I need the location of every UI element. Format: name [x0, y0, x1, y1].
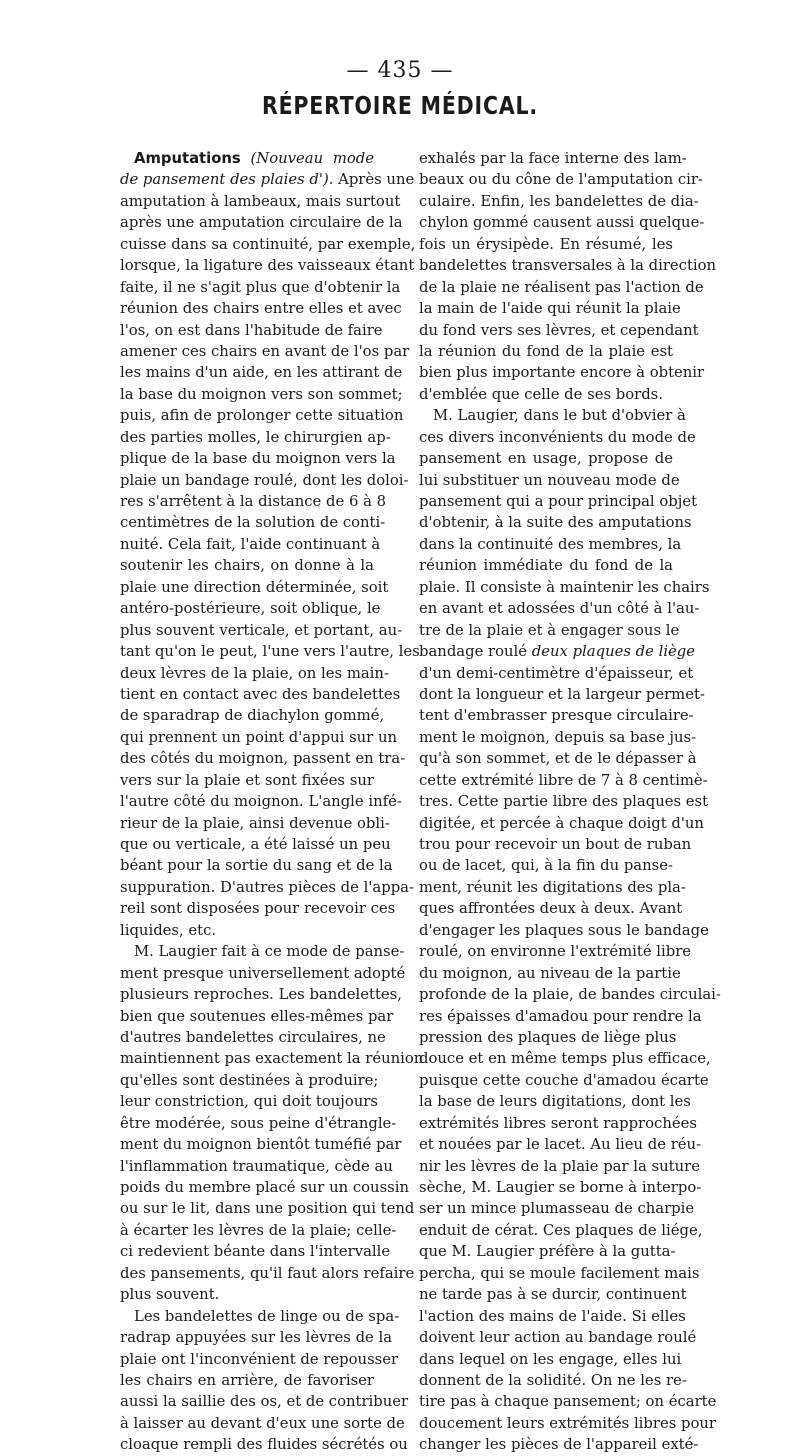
text-line: res s'arrêtent à la distance de 6 à 8	[120, 493, 387, 510]
text-line: plaie ont l'inconvénient de repousser	[120, 1350, 399, 1368]
text-line: tant qu'on le peut, l'une vers l'autre, les	[120, 643, 420, 661]
text-line: à laisser au devant d'eux une sorte de	[120, 1414, 405, 1432]
text-line: poids du membre placé sur un coussin	[120, 1179, 410, 1196]
running-head: RÉPERTOIRE MÉDICAL.	[261, 91, 539, 120]
text-line: deux lèvres de la plaie, on les main-	[120, 664, 389, 682]
text-line: que M. Laugier préfère à la gutta-	[419, 1243, 676, 1261]
text-line: les chairs en arrière, de favoriser	[120, 1371, 374, 1389]
text-line: l'action des mains de l'aide. Si elles	[419, 1307, 686, 1325]
text-line: profonde de la plaie, de bandes circulai-	[419, 986, 721, 1004]
italic-line-pre: bandage roulé	[419, 643, 532, 661]
text-line: Les bandelettes de linge ou de spa-	[134, 1307, 400, 1325]
text-line: du moignon, au niveau de la partie	[419, 964, 681, 982]
text-line: ces divers inconvénients du mode de	[419, 428, 696, 446]
text-line: de sparadrap de diachylon gommé,	[120, 707, 385, 725]
text-line: ment presque universellement adopté	[120, 964, 406, 982]
text-line: changer les pièces de l'appareil exté-	[419, 1436, 699, 1454]
text-line: dans lequel on les engage, elles lui	[419, 1350, 682, 1368]
text-line: ment du moignon bientôt tuméfié par	[120, 1136, 402, 1154]
text-line: ser un mince plumasseau de charpie	[419, 1200, 695, 1218]
lead-title: (Nouveau mode	[250, 150, 374, 167]
text-line: tres. Cette partie libre des plaques est	[419, 793, 709, 811]
text-line: percha, qui se moule facilement mais	[419, 1264, 700, 1282]
text-line: tre de la plaie et à engager sous le	[419, 621, 680, 639]
right-column-text-a	[419, 148, 717, 641]
right-column-text-b	[419, 663, 721, 1456]
text-line: suppuration. D'autres pièces de l'appa-	[120, 878, 414, 896]
text-line: amener ces chairs en avant de l'os par	[120, 342, 410, 360]
text-line: la base de leurs digitations, dont les	[419, 1093, 691, 1111]
text-line: qu'à son sommet, et de le dépasser à	[419, 750, 697, 768]
text-line: antéro-postérieure, soit oblique, le	[120, 600, 381, 618]
text-line: plique de la base du moignon vers la	[120, 450, 396, 468]
text-line: la main de l'aide qui réunit la plaie	[419, 300, 681, 318]
text-line: tient en contact avec des bandelettes	[120, 685, 401, 703]
text-line: réunion des chairs entre elles et avec	[120, 300, 402, 318]
text-line: d'obtenir, à la suite des amputations	[419, 514, 692, 532]
text-line: lorsque, la ligature des vaisseaux étant	[120, 257, 415, 275]
text-line: ci redevient béante dans l'intervalle	[120, 1243, 391, 1261]
text-line: d'autres bandelettes circulaires, ne	[120, 1028, 386, 1046]
left-column-text	[120, 191, 424, 1456]
text-line: réunion immédiate du fond de la	[419, 557, 673, 575]
text-line: cloaque rempli des fluides sécrétés ou	[120, 1436, 408, 1454]
text-line: tent d'embrasser presque circulaire-	[419, 707, 694, 725]
lead-title-2: de pansement des plaies d').	[120, 171, 334, 189]
text-line: cuisse dans sa continuité, par exemple,	[120, 235, 416, 253]
text-line: roulé, on environne l'extrémité libre	[419, 943, 692, 961]
text-line: M. Laugier, dans le but d'obvier à	[433, 407, 686, 425]
text-line: doucement leurs extrémités libres pour	[419, 1414, 716, 1432]
text-line: dont la longueur et la largeur permet-	[419, 685, 705, 703]
text-line: chylon gommé causent aussi quelque-	[419, 214, 705, 232]
text-line: leur constriction, qui doit toujours	[120, 1093, 378, 1111]
left-column	[120, 148, 424, 1456]
text-line: beaux ou du cône de l'amputation cir-	[419, 171, 703, 189]
text-line: plusieurs reproches. Les bandelettes,	[120, 986, 402, 1004]
text-line: dans la continuité des membres, la	[419, 535, 682, 553]
text-line: faite, il ne s'agit plus que d'obtenir la	[120, 278, 401, 296]
text-line: fois un érysipède. En résumé, les	[419, 235, 673, 253]
text-line: ne tarde pas à se durcir, continuent	[419, 1286, 687, 1304]
text-line: soutenir les chairs, on donne à la	[120, 557, 374, 575]
text-line: reil sont disposées pour recevoir ces	[120, 900, 396, 918]
text-line: après une amputation circulaire de la	[120, 214, 403, 232]
text-line: lui substituer un nouveau mode de	[419, 471, 680, 489]
text-line: aussi la saillie des os, et de contribuer	[120, 1393, 409, 1411]
text-line: que ou verticale, a été laissé un peu	[120, 836, 391, 853]
article-lead-line-2	[120, 169, 415, 190]
text-line: l'autre côté du moignon. L'angle infé-	[120, 793, 402, 811]
text-line: vers sur la plaie et sont fixées sur	[120, 771, 374, 789]
text-line: plus souvent verticale, et portant, au-	[120, 621, 403, 639]
text-line: exhalés par la face interne des lam-	[419, 150, 687, 167]
text-line: enduit de cérat. Ces plaques de liége,	[419, 1221, 703, 1239]
text-line: tire pas à chaque pansement; on écarte	[419, 1393, 717, 1411]
text-line: extrémités libres seront rapprochées	[419, 1114, 697, 1132]
text-line: cette extrémité libre de 7 à 8 centimè-	[419, 771, 708, 789]
text-line: nuité. Cela fait, l'aide continuant à	[120, 535, 381, 553]
text-line: pansement qui a pour principal objet	[419, 493, 698, 510]
text-line: ou sur le lit, dans une position qui tend	[120, 1200, 415, 1218]
text-line: M. Laugier fait à ce mode de panse-	[134, 943, 405, 961]
text-line: amputation à lambeaux, mais surtout	[120, 192, 401, 210]
text-line: les mains d'un aide, en les attirant de	[120, 364, 403, 382]
text-line: bien plus importante encore à obtenir	[419, 364, 705, 382]
text-line: ment, réunit les digitations des pla-	[419, 878, 686, 896]
text-line: ou de lacet, qui, à la fin du panse-	[419, 857, 673, 875]
article-lead-line	[120, 148, 374, 169]
text-line: centimètres de la solution de conti-	[120, 514, 386, 532]
text-line: bien que soutenues elles-mêmes par	[120, 1007, 394, 1025]
text-line: qui prennent un point d'appui sur un	[120, 728, 398, 746]
text-line: doivent leur action au bandage roulé	[419, 1329, 697, 1347]
lead-term: Amputations	[134, 150, 241, 167]
text-line: de la plaie ne réalisent pas l'action de	[419, 278, 704, 296]
text-line: des côtés du moignon, passent en tra-	[120, 750, 406, 768]
lead-title-2-rest: Après une	[333, 171, 415, 189]
text-line: donnent de la solidité. On ne les re-	[419, 1371, 687, 1389]
text-line: culaire. Enfin, les bandelettes de dia-	[419, 192, 699, 210]
text-line: en avant et adossées d'un côté à l'au-	[419, 600, 700, 618]
text-line: liquides, etc.	[120, 921, 217, 939]
text-line: douce et en même temps plus efficace,	[419, 1050, 711, 1068]
text-line: l'inflammation traumatique, cède au	[120, 1157, 393, 1175]
text-line: qu'elles sont destinées à produire;	[120, 1071, 379, 1089]
text-line: res épaisses d'amadou pour rendre la	[419, 1007, 702, 1025]
text-line: ment le moignon, depuis sa base jus-	[419, 728, 697, 746]
text-line: digitée, et percée à chaque doigt d'un	[419, 814, 704, 832]
text-line: être modérée, sous peine d'étrangle-	[120, 1114, 397, 1132]
text-line: du fond vers ses lèvres, et cependant	[419, 321, 699, 339]
text-line: puis, afin de prolonger cette situation	[120, 407, 404, 425]
text-line: la réunion du fond de la plaie est	[419, 342, 673, 360]
text-line: bandelettes transversales à la direction	[419, 257, 717, 275]
text-line: pression des plaques de liège plus	[419, 1028, 677, 1046]
italic-term: deux plaques de liège	[531, 643, 696, 661]
text-line: d'un demi-centimètre d'épaisseur, et	[419, 664, 694, 682]
page-number: — 435 —	[346, 58, 454, 83]
text-line: ques affrontées deux à deux. Avant	[419, 900, 683, 918]
text-line: et nouées par le lacet. Au lieu de réu-	[419, 1136, 702, 1154]
text-line: des parties molles, le chirurgien ap-	[120, 428, 391, 446]
text-line: d'engager les plaques sous le bandage	[419, 921, 709, 939]
text-line: des pansements, qu'il faut alors refaire	[120, 1264, 415, 1282]
text-line: rieur de la plaie, ainsi devenue obli-	[120, 814, 390, 832]
text-line: plus souvent.	[120, 1286, 220, 1304]
text-line: trou pour recevoir un bout de ruban	[419, 836, 692, 853]
right-column	[419, 148, 721, 1456]
text-line: béant pour la sortie du sang et de la	[120, 857, 393, 875]
text-line: à écarter les lèvres de la plaie; celle-	[120, 1221, 397, 1239]
text-line: d'emblée que celle de ses bords.	[419, 385, 663, 403]
text-line: l'os, on est dans l'habitude de faire	[120, 321, 383, 339]
text-line: plaie un bandage roulé, dont les doloi-	[120, 471, 409, 489]
text-line: pansement en usage, propose de	[419, 450, 673, 468]
text-line: plaie. Il consiste à maintenir les chairs	[419, 578, 710, 596]
text-line: maintiennent pas exactement la réunion	[120, 1050, 424, 1068]
italic-line	[419, 641, 696, 662]
text-line: radrap appuyées sur les lèvres de la	[120, 1329, 393, 1347]
text-line: sèche, M. Laugier se borne à interpo-	[419, 1179, 702, 1196]
text-line: la base du moignon vers son sommet;	[120, 385, 403, 403]
text-line: nir les lèvres de la plaie par la suture	[419, 1157, 700, 1175]
text-line: puisque cette couche d'amadou écarte	[419, 1071, 709, 1089]
text-line: plaie une direction déterminée, soit	[120, 578, 389, 596]
